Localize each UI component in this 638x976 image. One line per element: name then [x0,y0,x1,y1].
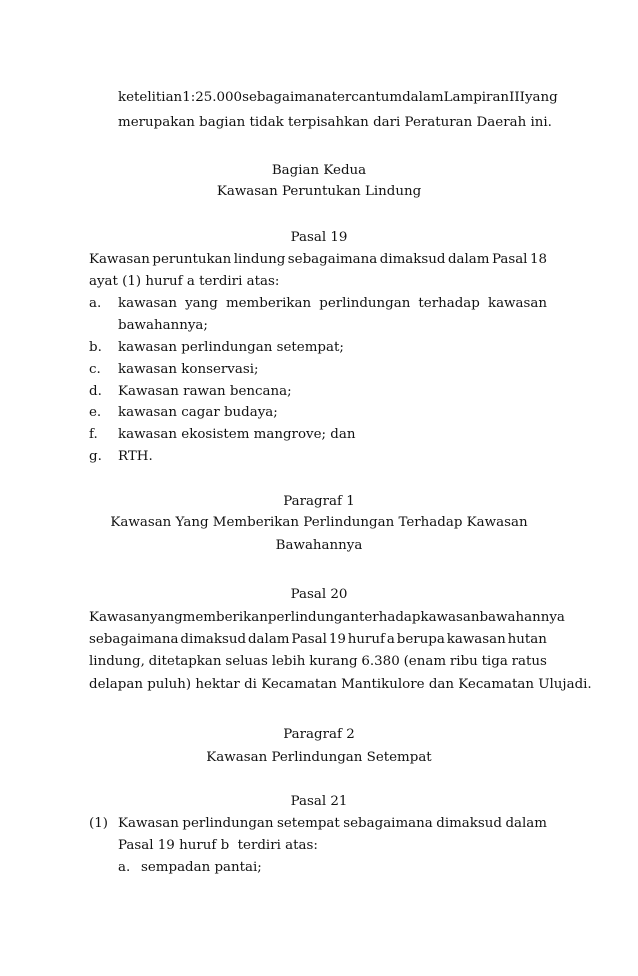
word: ratus [511,654,547,669]
word: Kawasan [118,816,179,831]
paragraf-2-title: Paragraf 2 [283,727,355,742]
pasal-21-item-1-label: (1) [89,816,108,831]
word: tiga [481,654,508,669]
word: hutan [507,632,547,647]
word: ketelitian [118,90,183,105]
word: berupa [396,632,445,647]
word: (enam [403,654,447,669]
list-item-c: kawasan konservasi; [118,362,259,377]
paragraf-1-line-2: Bawahannya [275,538,363,553]
word: seluas [225,654,268,669]
word: a [386,632,395,647]
paragraf-2-subtitle: Kawasan Perlindungan Setempat [206,750,432,765]
pasal-21-sub-item-a: sempadan pantai; [141,860,262,875]
word: sebagaimana [89,632,179,647]
word: 19 [328,632,346,647]
word: Pasal [291,632,327,647]
pasal-20-line-4: delapan puluh) hektar di Kecamatan Mantikulore dan Kecamatan Ulujadi. [89,677,592,692]
list-label-d: d. [89,384,102,399]
pasal-20-line-3 [89,654,547,670]
word: 18 [529,252,547,267]
list-label-e: e. [89,405,102,420]
list-label-g: g. [89,449,102,464]
list-item-b: kawasan perlindungan setempat; [118,340,344,355]
word: tercantum [331,90,403,105]
pasal-20-line-1 [89,610,565,626]
word: ditetapkan [148,654,222,669]
word: ribu [449,654,478,669]
word: 1:25.000 [182,90,243,105]
word: kawasan [487,296,547,311]
pasal-19-line-1 [89,252,547,268]
intro-line-1 [118,90,558,106]
bagian-subtitle: Kawasan Peruntukan Lindung [216,184,422,199]
word: sebagaimana [287,252,378,267]
list-item-f: kawasan ekosistem mangrove; dan [118,427,356,442]
paragraf-1-title: Paragraf 1 [283,494,355,509]
list-item-d: Kawasan rawan bencana; [118,384,292,399]
list-item-a [118,296,547,312]
list-item-g: RTH. [118,449,153,464]
word: yang [149,610,183,625]
word: Pasal [491,252,528,267]
word: kawasan [446,632,506,647]
pasal-21-sub-label-a: a. [118,860,131,875]
word: sebagaimana [343,816,433,831]
word: dimaksud [180,632,247,647]
paragraf-1-line-1: Kawasan Yang Memberikan Perlindungan Terhadap Kawasan [110,515,528,530]
word: Kawasan [89,610,150,625]
word: III [509,90,525,105]
word: bawahannya [479,610,565,625]
pasal-19-line-2: ayat (1) huruf a terdiri atas: [89,274,280,289]
list-label-a: a. [89,296,102,311]
word: dalam [402,90,444,105]
list-label-f: f. [89,427,98,442]
word: kawasan [420,610,480,625]
word: memberikan [182,610,268,625]
word: kawasan [118,296,178,311]
word: lebih [271,654,306,669]
pasal-21-item-1-line-1 [118,816,547,832]
pasal-20-title: Pasal 20 [290,587,348,602]
word: terhadap [359,610,421,625]
word: lindung [233,252,286,267]
list-label-b: b. [89,340,102,355]
pasal-21-title: Pasal 21 [290,794,348,809]
list-label-c: c. [89,362,101,377]
word: sebagaimana [242,90,332,105]
pasal-20-line-2 [89,632,547,648]
word: Kawasan [89,252,150,267]
word: lindung, [89,654,145,669]
pasal-19-title: Pasal 19 [290,230,348,245]
word: perlindungan [182,816,274,831]
word: yang [524,90,558,105]
word: Lampiran [443,90,510,105]
word: kurang [309,654,358,669]
word: terhadap [418,296,480,311]
word: huruf [347,632,385,647]
word: dalam [505,816,547,831]
word: dimaksud [436,816,502,831]
list-item-a-cont: bawahannya; [118,318,208,333]
word: perlindungan [267,610,359,625]
intro-line-2: merupakan bagian tidak terpisahkan dari Peraturan Daerah ini. [118,115,552,130]
word: setempat [277,816,340,831]
word: 6.380 [361,654,400,669]
list-item-e: kawasan cagar budaya; [118,405,278,420]
word: yang [185,296,218,311]
word: dimaksud [379,252,446,267]
word: perlindungan [319,296,411,311]
word: dalam [247,632,290,647]
word: dalam [447,252,490,267]
pasal-21-item-1-line-2: Pasal 19 huruf b terdiri atas: [118,838,318,853]
word: memberikan [225,296,312,311]
bagian-title: Bagian Kedua [271,163,367,178]
word: peruntukan [152,252,232,267]
